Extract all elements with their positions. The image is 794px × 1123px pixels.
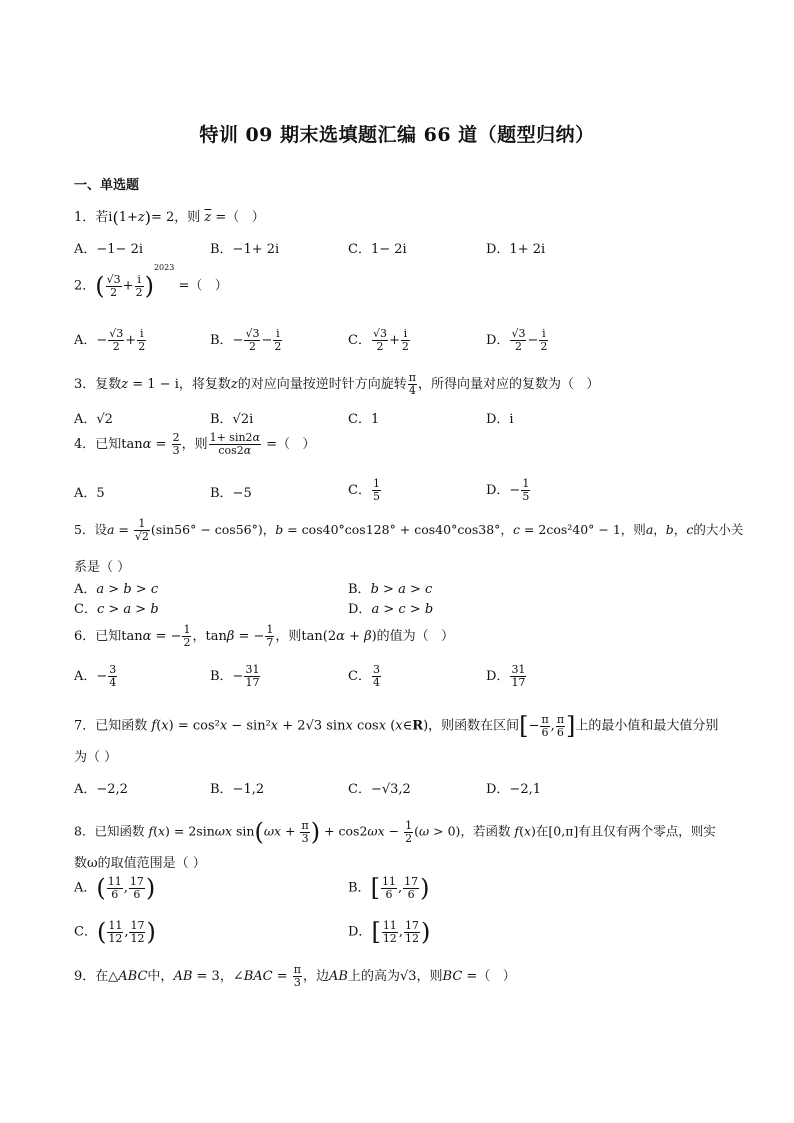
- question-6-stem: 6．已知tanα = − $\frac{1}{2}$ ，tanβ = − $\frac{1}{7}$ ，则tan(2α + β)的值为（ ）: [74, 623, 455, 649]
- question-5-stem: 5．设a = $\frac{1}{√2}$ (sin56° − cos56°)，b = cos40°cos128° + cos40°cos38°，c = 2cos²40° − 1，则a，b，c的大小关: [74, 517, 744, 543]
- option-d[interactable]: D． $\frac{√3}{2}$ − $\frac{i}{2}$: [486, 327, 548, 353]
- option-b[interactable]: B．− $\frac{√3}{2}$ − $\frac{i}{2}$: [210, 327, 282, 353]
- question-4-stem: 4．已知tanα = $\frac{2}{3}$ ，则 $\frac{1+ \sin 2\alpha}{\cos 2\alpha}$ =（ ）: [74, 431, 316, 457]
- question-8-stem: 8．已知函数 f(x) = 2sinωx sin(ωx + $\frac{\pi}{3}$ ) + cos2ωx − $\frac{1}{2}$ (ω > 0)，若函数 f(x)在[0,π]有且仅有两个零点，则实: [74, 818, 716, 846]
- option-d[interactable]: D．− $\frac{1}{5}$: [486, 477, 530, 503]
- option-a[interactable]: A．√2: [74, 412, 113, 427]
- question-1-options: [74, 238, 734, 260]
- option-c[interactable]: C．−√3,2: [348, 782, 411, 797]
- option-a[interactable]: A．a > b > c: [74, 582, 159, 597]
- option-b[interactable]: B．−1,2: [210, 782, 265, 797]
- option-c[interactable]: C． $\frac{3}{4}$: [348, 663, 380, 689]
- question-1-stem: 1．若i(1+z)= 2，则 $\overline{z}$ =（ ）: [74, 208, 265, 227]
- option-c[interactable]: C．c > a > b: [74, 602, 159, 617]
- option-a[interactable]: A．( $\frac{11}{6}$ , $\frac{17}{6}$ ): [74, 874, 156, 902]
- option-a[interactable]: A．− $\frac{√3}{2}$ + $\frac{i}{2}$: [74, 327, 146, 353]
- section-heading: 一、单选题: [74, 178, 140, 193]
- option-d[interactable]: D． $\frac{31}{17}$: [486, 663, 526, 689]
- question-7-options: [74, 778, 734, 800]
- option-c[interactable]: C．( $\frac{11}{12}$ , $\frac{17}{12}$ ): [74, 918, 156, 946]
- question-7-stem: 7．已知函数 f(x) = cos²x − sin²x + 2√3 sinx cosx (x∈R)，则函数在区间[− $\frac{\pi}{6}$ , $\frac{\pi}{6}$ ]上的最小值和最大值分别: [74, 712, 719, 740]
- question-5-stem-cont: 系是（ ）: [74, 560, 131, 575]
- option-a[interactable]: A．−2,2: [74, 782, 128, 797]
- page-title: 特训 09 期末选填题汇编 66 道（题型归纳）: [199, 124, 595, 146]
- option-a[interactable]: A．−1− 2i: [74, 242, 144, 257]
- option-b[interactable]: B．−5: [210, 486, 252, 501]
- option-c[interactable]: C．1− 2i: [348, 242, 407, 257]
- question-9-stem: 9．在△ABC中，AB = 3，∠BAC = $\frac{\pi}{3}$ ，边AB上的高为√3，则BC =（ ）: [74, 963, 516, 989]
- option-b[interactable]: B．b > a > c: [348, 582, 433, 597]
- option-c[interactable]: C． $\frac{√3}{2}$ + $\frac{i}{2}$: [348, 327, 409, 353]
- option-a[interactable]: A．− $\frac{3}{4}$: [74, 663, 117, 689]
- question-3-stem: 3．复数z = 1 − i，将复数z的对应向量按逆时针方向旋转 $\frac{\pi}{4}$ ，所得向量对应的复数为（ ）: [74, 371, 600, 397]
- question-2-stem: 2．( $\frac{√3}{2}$ + $\frac{i}{2}$ )$^{2023}$ =（ ）: [74, 263, 228, 300]
- option-b[interactable]: B．− $\frac{31}{17}$: [210, 663, 260, 689]
- option-b[interactable]: B．−1+ 2i: [210, 242, 280, 257]
- option-a[interactable]: A．5: [74, 486, 105, 501]
- option-c[interactable]: C．1: [348, 412, 380, 427]
- option-d[interactable]: D．i: [486, 412, 514, 427]
- option-d[interactable]: D．1+ 2i: [486, 242, 546, 257]
- option-d[interactable]: D．[ $\frac{11}{12}$ , $\frac{17}{12}$ ): [348, 918, 431, 946]
- option-c[interactable]: C． $\frac{1}{5}$: [348, 477, 380, 503]
- option-d[interactable]: D．a > c > b: [348, 602, 434, 617]
- option-b[interactable]: B．[ $\frac{11}{6}$ , $\frac{17}{6}$ ): [348, 874, 430, 902]
- question-7-stem-cont: 为（ ）: [74, 750, 118, 765]
- option-b[interactable]: B．√2i: [210, 412, 254, 427]
- option-d[interactable]: D．−2,1: [486, 782, 541, 797]
- question-3-options: [74, 408, 734, 430]
- question-8-stem-cont: 数ω的取值范围是（ ）: [74, 856, 206, 871]
